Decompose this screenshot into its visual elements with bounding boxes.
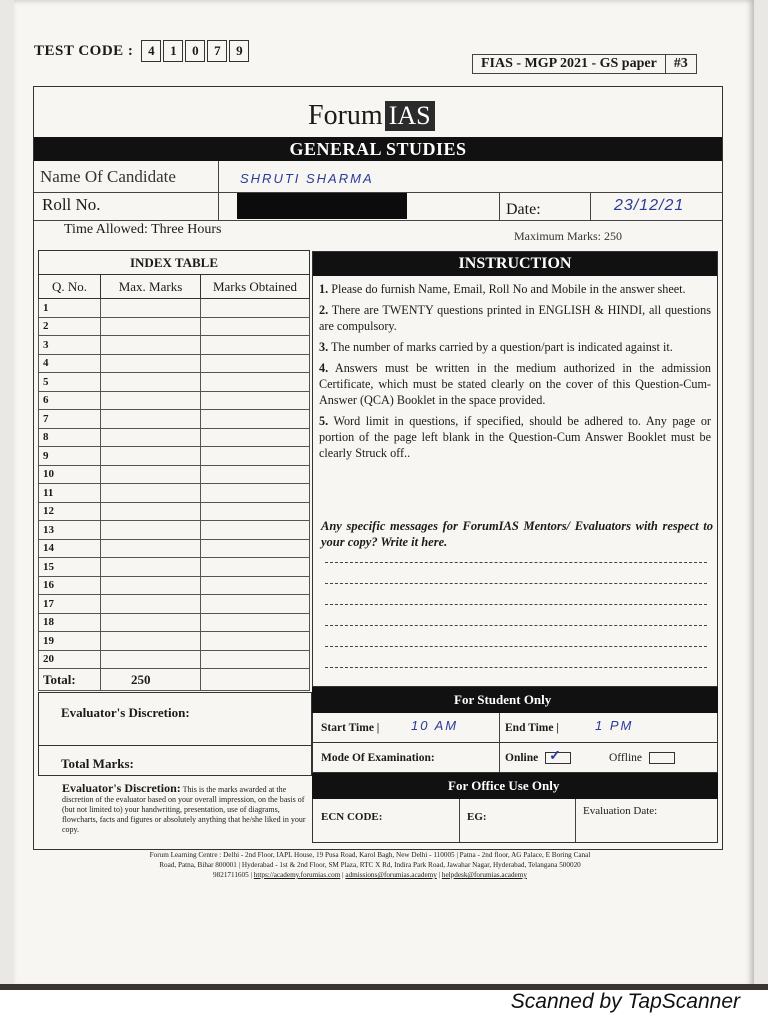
max-marks-cell[interactable]: [101, 558, 201, 577]
question-number: 7: [39, 410, 101, 429]
message-line[interactable]: [325, 583, 707, 584]
question-number: 6: [39, 391, 101, 410]
message-prompt: Any specific messages for ForumIAS Mentors/ Evaluators with respect to your copy? Write it here.: [321, 519, 713, 549]
total-row: [39, 669, 310, 691]
question-number: 10: [39, 465, 101, 484]
paper-tag: [472, 54, 697, 74]
question-number: 8: [39, 428, 101, 447]
question-number: 20: [39, 650, 101, 669]
marks-obtained-cell[interactable]: [201, 558, 310, 577]
divider: [459, 799, 460, 842]
instruction-item: [313, 413, 717, 461]
total-marks-box[interactable]: [38, 746, 312, 776]
test-code-digit: 9: [229, 40, 249, 62]
question-number: 18: [39, 613, 101, 632]
max-marks-cell[interactable]: [101, 410, 201, 429]
instruction-text: There are TWENTY questions printed in ENGLISH & HINDI, all questions are compulsory.: [319, 303, 711, 333]
end-time-label: End Time |: [505, 722, 559, 734]
index-row: [39, 484, 310, 503]
evaluator-discretion-label: Evaluator's Discretion:: [61, 705, 190, 720]
index-row: [39, 539, 310, 558]
total-obtained[interactable]: [201, 669, 310, 691]
divider: [499, 743, 500, 772]
index-row: [39, 595, 310, 614]
message-line[interactable]: [325, 625, 707, 626]
question-number: 19: [39, 632, 101, 651]
instruction-text: The number of marks carried by a question/part is indicated against it.: [330, 340, 673, 354]
index-row: [39, 613, 310, 632]
max-marks-cell[interactable]: [101, 539, 201, 558]
footer-address-1: Forum Learning Centre : Delhi - 2nd Floor, IAPL House, 19 Pusa Road, Karol Bagh, New Delhi - 110005 | Patna - 2nd floor, AG Palace, E Boring Canal: [149, 851, 591, 859]
max-marks-cell[interactable]: [101, 502, 201, 521]
max-marks-cell[interactable]: [101, 650, 201, 669]
message-line[interactable]: [325, 604, 707, 605]
footer-address-2: Road, Patna, Bihar 800001 | Hyderabad - 1st & 2nd Floor, SM Plaza, RTC X Rd, Indira Park Road, Jawahar Nagar, Hyderabad, Telangana 500020: [159, 861, 581, 869]
message-line[interactable]: [325, 562, 707, 563]
marks-obtained-cell[interactable]: [201, 373, 310, 392]
offline-label: Offline: [609, 752, 643, 764]
instruction-number: 4.: [319, 361, 329, 375]
logo-box: IAS: [385, 101, 435, 131]
logo-text: Forum: [308, 100, 383, 131]
max-marks-cell[interactable]: [101, 521, 201, 540]
question-number: 14: [39, 539, 101, 558]
evaluator-discretion-box[interactable]: [38, 692, 312, 746]
question-number: 15: [39, 558, 101, 577]
footer: [100, 850, 640, 880]
marks-obtained-cell[interactable]: [201, 336, 310, 355]
index-row: [39, 576, 310, 595]
col-qno: Q. No.: [39, 275, 101, 299]
test-code-digit: 4: [141, 40, 161, 62]
total-marks-label: Total Marks:: [61, 756, 134, 771]
forumias-logo: [308, 100, 435, 132]
instruction-number: 1.: [319, 282, 329, 296]
index-row: [39, 632, 310, 651]
online-checkbox[interactable]: [545, 749, 571, 765]
name-label: Name Of Candidate: [40, 167, 176, 186]
paper-title: GENERAL STUDIES: [289, 138, 467, 159]
test-code-digit: 7: [207, 40, 227, 62]
scanner-watermark: Scanned by TapScanner: [510, 990, 740, 1013]
index-row: [39, 447, 310, 466]
footer-helpdesk-email[interactable]: helpdesk@forumias.academy: [441, 871, 527, 879]
marks-obtained-cell[interactable]: [201, 465, 310, 484]
marks-obtained-cell[interactable]: [201, 632, 310, 651]
instruction-text: Please do furnish Name, Email, Roll No and Mobile in the answer sheet.: [331, 282, 686, 296]
evaluation-date-label: Evaluation Date:: [583, 805, 658, 817]
instruction-number: 3.: [319, 340, 329, 354]
max-marks-cell[interactable]: [101, 354, 201, 373]
paper-number: #3: [665, 55, 696, 73]
marks-obtained-cell[interactable]: [201, 354, 310, 373]
max-marks-cell[interactable]: [101, 465, 201, 484]
test-code: [34, 40, 249, 62]
max-marks-cell[interactable]: [101, 317, 201, 336]
question-number: 3: [39, 336, 101, 355]
question-number: 9: [39, 447, 101, 466]
max-marks-cell[interactable]: [101, 447, 201, 466]
discretion-note: [62, 783, 312, 835]
max-marks-cell[interactable]: [101, 373, 201, 392]
marks-obtained-cell[interactable]: [201, 595, 310, 614]
max-marks-cell[interactable]: [101, 632, 201, 651]
office-row: [312, 799, 718, 843]
index-row: [39, 410, 310, 429]
candidate-name-row: [34, 161, 722, 193]
offline-option[interactable]: [609, 752, 675, 764]
marks-obtained-cell[interactable]: [201, 484, 310, 503]
instruction-item: [313, 360, 717, 408]
instruction-box: [312, 251, 718, 687]
index-table: [38, 250, 310, 691]
question-number: 2: [39, 317, 101, 336]
divider: [590, 193, 591, 221]
test-code-digit: 0: [185, 40, 205, 62]
online-label: Online: [505, 752, 539, 764]
divider: [499, 193, 500, 221]
marks-obtained-cell[interactable]: [201, 317, 310, 336]
footer-admissions-email[interactable]: admissions@forumias.academy: [345, 871, 437, 879]
online-option[interactable]: [505, 749, 571, 765]
offline-checkbox[interactable]: [649, 752, 675, 764]
max-marks-cell[interactable]: [101, 299, 201, 318]
redacted-roll-number: [237, 193, 407, 219]
marks-obtained-cell[interactable]: [201, 428, 310, 447]
max-marks-cell[interactable]: [101, 576, 201, 595]
instruction-text: Word limit in questions, if specified, should be adhered to. Any page or portion of the page left blank in the Question-Cum Answer Booklet must be clearly Struck off..: [319, 414, 711, 460]
roll-row: [34, 193, 722, 221]
question-number: 5: [39, 373, 101, 392]
col-max-marks: Max. Marks: [101, 275, 201, 299]
question-number: 17: [39, 595, 101, 614]
index-row: [39, 502, 310, 521]
max-marks: Maximum Marks: 250: [514, 229, 622, 243]
discretion-note-text: This is the marks awarded at the discretion of the evaluator based on your overall impression, on the basis of (but not limited to) your handwriting, presentation, use of diagrams, flowcharts, facts and figures or absolutely anything that he/she liked in your copy.: [62, 785, 306, 834]
marks-obtained-cell[interactable]: [201, 410, 310, 429]
date-label: Date:: [506, 201, 541, 218]
instruction-title: INSTRUCTION: [313, 252, 717, 276]
index-table-body: [39, 299, 310, 669]
divider: [499, 713, 500, 742]
index-row: [39, 373, 310, 392]
marks-obtained-cell[interactable]: [201, 539, 310, 558]
question-number: 13: [39, 521, 101, 540]
marks-obtained-cell[interactable]: [201, 502, 310, 521]
footer-contacts: 9821711605 | https://academy.forumias.com | admissions@forumias.academy | helpdesk@forumias.academy: [213, 871, 527, 879]
footer-website-link[interactable]: https://academy.forumias.com: [253, 871, 341, 879]
marks-obtained-cell[interactable]: [201, 391, 310, 410]
divider: [218, 161, 219, 193]
max-marks-cell[interactable]: [101, 391, 201, 410]
footer-phone: 9821711605: [213, 871, 249, 879]
mode-label: Mode Of Examination:: [321, 752, 435, 764]
checkmark-icon: ✓: [549, 749, 561, 765]
instruction-number: 2.: [319, 303, 329, 317]
marks-obtained-cell[interactable]: [201, 613, 310, 632]
marks-obtained-cell[interactable]: [201, 521, 310, 540]
discretion-note-title: Evaluator's Discretion:: [62, 781, 181, 795]
max-marks-cell[interactable]: [101, 428, 201, 447]
index-row: [39, 521, 310, 540]
eg-label: EG:: [467, 811, 487, 823]
marks-obtained-cell[interactable]: [201, 576, 310, 595]
marks-obtained-cell[interactable]: [201, 650, 310, 669]
divider: [575, 799, 576, 842]
instruction-item: [313, 302, 717, 334]
max-marks-cell[interactable]: [101, 336, 201, 355]
message-line[interactable]: [325, 667, 707, 668]
end-time-field[interactable]: 1 PM: [595, 718, 634, 733]
instruction-text: Answers must be written in the medium authorized in the admission Certificate, which must be stated clearly on the cover of this Question-Cum-Answer (QCA) Booklet in the space provided.: [319, 361, 712, 407]
marks-obtained-cell[interactable]: [201, 299, 310, 318]
index-row: [39, 299, 310, 318]
index-table-title: INDEX TABLE: [39, 251, 310, 275]
student-section: [312, 687, 718, 843]
index-row: [39, 650, 310, 669]
start-time-field[interactable]: 10 AM: [411, 718, 459, 733]
office-section-title: For Office Use Only: [312, 773, 718, 799]
max-marks-cell[interactable]: [101, 484, 201, 503]
ecn-code-label: ECN CODE:: [321, 811, 383, 823]
col-marks-obtained: Marks Obtained: [201, 275, 310, 299]
index-row: [39, 354, 310, 373]
index-row: [39, 391, 310, 410]
student-section-title: For Student Only: [312, 687, 718, 713]
instruction-number: 5.: [319, 414, 329, 428]
question-number: 4: [39, 354, 101, 373]
instruction-item: [313, 339, 717, 355]
index-row: [39, 465, 310, 484]
total-value: 250: [101, 669, 201, 691]
max-marks-cell[interactable]: [101, 595, 201, 614]
roll-label: Roll No.: [42, 195, 101, 214]
index-row: [39, 336, 310, 355]
index-row: [39, 428, 310, 447]
mode-row: [312, 743, 718, 773]
marks-obtained-cell[interactable]: [201, 447, 310, 466]
title-bar: [34, 137, 722, 161]
question-number: 11: [39, 484, 101, 503]
question-number: 1: [39, 299, 101, 318]
divider: [218, 193, 219, 221]
max-marks-cell[interactable]: [101, 613, 201, 632]
paper-name: FIAS - MGP 2021 - GS paper: [481, 56, 657, 71]
date-field[interactable]: 23/12/21: [614, 197, 685, 214]
total-label: Total:: [39, 669, 101, 691]
index-row: [39, 558, 310, 577]
test-code-label: TEST CODE :: [34, 42, 134, 59]
question-number: 16: [39, 576, 101, 595]
test-code-digit: 1: [163, 40, 183, 62]
message-line[interactable]: [325, 646, 707, 647]
question-number: 12: [39, 502, 101, 521]
start-time-label: Start Time |: [321, 722, 380, 734]
name-field[interactable]: SHRUTI SHARMA: [240, 171, 374, 186]
time-allowed: Time Allowed: Three Hours: [64, 222, 222, 237]
time-row: [312, 713, 718, 743]
index-row: [39, 317, 310, 336]
instruction-item: [313, 281, 717, 297]
